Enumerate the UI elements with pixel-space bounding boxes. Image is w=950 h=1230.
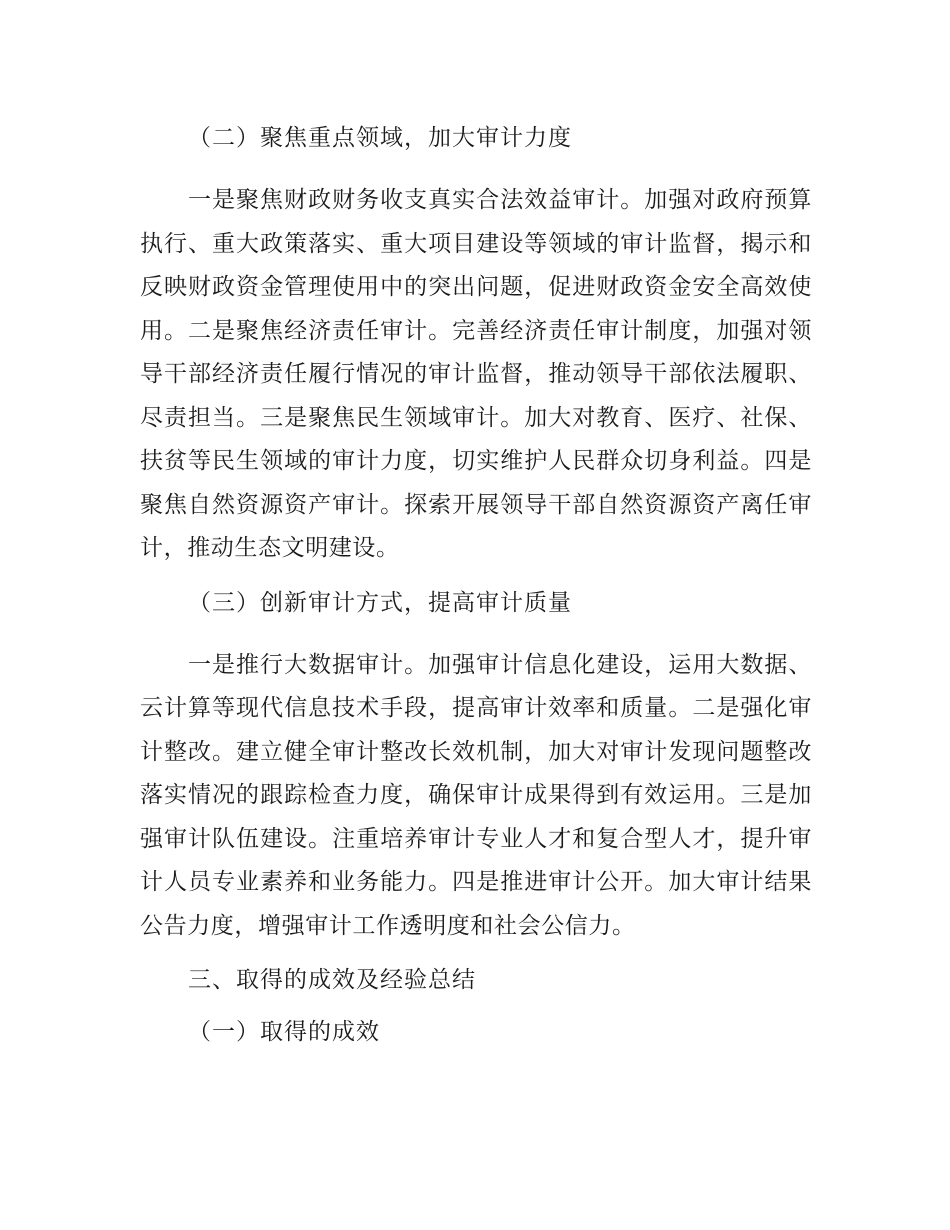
document-body — [140, 118, 812, 1052]
section-heading-focus-key-areas: （二）聚焦重点领域，加大审计力度 — [188, 125, 572, 151]
paragraph-innovate-audit-methods: 一是推行大数据审计。加强审计信息化建设，运用大数据、云计算等现代信息技术手段，提高审计效率和质量。二是强化审计整改。建立健全审计整改长效机制，加大对审计发现问题整改落实情况的跟踪检查力度，确保审计成果得到有效运用。三是加强审计队伍建设。注重培养审计专业人才和复合型人才，提升审计人员专业素养和业务能力。四是推进审计公开。加大审计结果公告力度，增强审计工作透明度和社会公信力。 — [140, 651, 812, 939]
section-heading-innovate-audit-methods: （三）创新审计方式，提高审计质量 — [188, 589, 572, 616]
subsection-heading-results: （一）取得的成效 — [188, 1019, 380, 1045]
paragraph-focus-key-areas: 一是聚焦财政财务收支真实合法效益审计。加强对政府预算执行、重大政策落实、重大项目建设等领域的审计监督，揭示和反映财政资金管理使用中的突出问题，促进财政资金安全高效使用。二是聚焦经济责任审计。完善经济责任审计制度，加强对领导干部经济责任履行情况的审计监督，推动领导干部依法履职、尽责担当。三是聚焦民生领域审计。加大对教育、医疗、社保、扶贫等民生领域的审计力度，切实维护人民群众切身利益。四是聚焦自然资源资产审计。探索开展领导干部自然资源资产离任审计，推动生态文明建设。 — [140, 187, 812, 561]
part-heading-results-summary: 三、取得的成效及经验总结 — [188, 967, 476, 993]
